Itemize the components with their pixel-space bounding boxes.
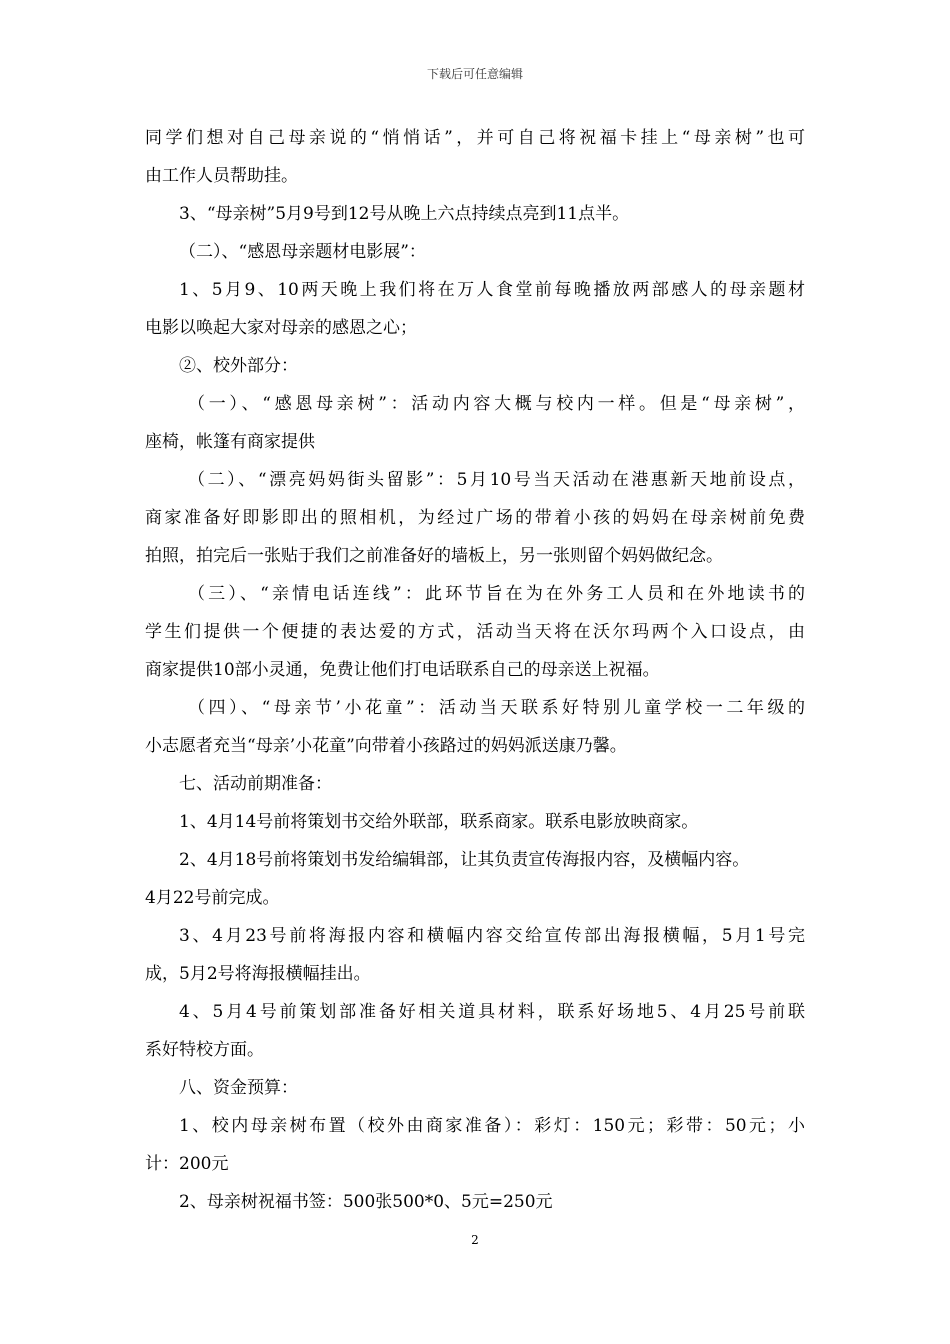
section-heading: 七、活动前期准备： xyxy=(179,774,332,794)
paragraph-line: 4月22号前完成。 xyxy=(145,888,280,908)
paragraph-line: 1、校内母亲树布置（校外由商家准备）：彩灯：150元；彩带：50元；小 xyxy=(179,1116,805,1136)
paragraph-line: 电影以唤起大家对母亲的感恩之心； xyxy=(145,318,417,338)
paragraph-line: 计：200元 xyxy=(145,1154,229,1174)
paragraph-line: 商家准备好即影即出的照相机，为经过广场的带着小孩的妈妈在母亲树前免费 xyxy=(145,508,805,528)
paragraph-line: 拍照，拍完后一张贴于我们之前准备好的墙板上，另一张则留个妈妈做纪念。 xyxy=(145,546,723,566)
paragraph-line: 座椅，帐篷有商家提供 xyxy=(145,432,315,452)
section-heading: 八、资金预算： xyxy=(179,1078,298,1098)
paragraph-line: 同学们想对自己母亲说的“悄悄话”，并可自己将祝福卡挂上“母亲树”也可 xyxy=(145,128,805,148)
section-heading: ②、校外部分： xyxy=(179,356,298,376)
paragraph-line: 小志愿者充当“母亲’小花童”向带着小孩路过的妈妈派送康乃馨。 xyxy=(145,736,627,756)
paragraph-line: 4、5月4号前策划部准备好相关道具材料，联系好场地5、4月25号前联 xyxy=(179,1002,805,1022)
paragraph-line: 3、4月23号前将海报内容和横幅内容交给宣传部出海报横幅，5月1号完 xyxy=(179,926,805,946)
paragraph-line: 1、5月9、10两天晚上我们将在万人食堂前每晚播放两部感人的母亲题材 xyxy=(179,280,805,300)
paragraph-line: （三）、“亲情电话连线”：此环节旨在为在外务工人员和在外地读书的 xyxy=(188,584,805,604)
page-header: 下载后可任意编辑 xyxy=(426,67,523,81)
page-number: 2 xyxy=(471,1233,479,1247)
paragraph-line: 1、4月14号前将策划书交给外联部，联系商家。联系电影放映商家。 xyxy=(179,812,699,832)
paragraph-line: 系好特校方面。 xyxy=(145,1040,264,1060)
paragraph-line: 2、母亲树祝福书签：500张500*0、5元=250元 xyxy=(179,1192,553,1212)
paragraph-line: （一）、“感恩母亲树”：活动内容大概与校内一样。但是“母亲树”， xyxy=(188,394,805,414)
paragraph-line: （二）、“漂亮妈妈街头留影”：5月10号当天活动在港惠新天地前设点， xyxy=(188,470,805,490)
paragraph-line: 2、4月18号前将策划书发给编辑部，让其负责宣传海报内容，及横幅内容。 xyxy=(179,850,750,870)
paragraph-line: 由工作人员帮助挂。 xyxy=(145,166,298,186)
paragraph-line: 商家提供10部小灵通，免费让他们打电话联系自己的母亲送上祝福。 xyxy=(145,660,660,680)
paragraph-line: 成，5月2号将海报横幅挂出。 xyxy=(145,964,371,984)
paragraph-line: （四）、“母亲节’小花童”：活动当天联系好特别儿童学校一二年级的 xyxy=(188,698,805,718)
section-heading: （二）、“感恩母亲题材电影展”： xyxy=(179,242,426,262)
paragraph-line: 学生们提供一个便捷的表达爱的方式，活动当天将在沃尔玛两个入口设点，由 xyxy=(145,622,805,642)
paragraph-line: 3、“母亲树”5月9号到12号从晚上六点持续点亮到11点半。 xyxy=(179,204,630,224)
